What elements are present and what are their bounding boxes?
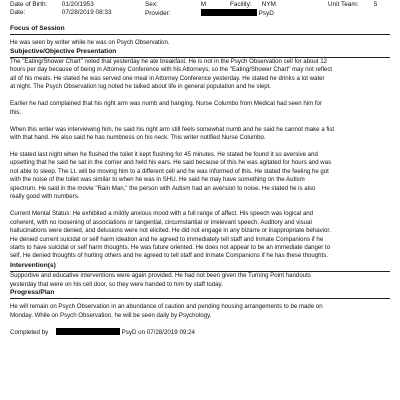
blank-line	[10, 202, 390, 210]
text-line: yesterday that were on his cell door, so they were handed to him by staff today.	[10, 280, 223, 288]
text-line: upsetting that he said he sat in the corner and held his ears. He said because of this he was agitated for hours and was	[10, 159, 332, 167]
section-body-subjective-objective	[10, 58, 390, 261]
text-line: Monday. While on Psych Observation, he will be seen daily by Psychology.	[10, 311, 212, 319]
text-line: The "Eating/Shower Chart" noted that yesterday he ate breakfast. He is not in the Psych Observation cell for about 12	[10, 58, 327, 65]
provider-label: Provider:	[145, 10, 171, 17]
facility-label: Facility:	[230, 1, 252, 8]
sex-value: M	[200, 1, 207, 8]
dob-value: 01/20/1953	[61, 1, 94, 8]
text-line: starts to have suicidal or self harm thoughts. He was future oriented. He does not appear to be an immediate danger to	[10, 243, 331, 251]
signature-suffix: PsyD on 07/28/2019 09:24	[121, 329, 195, 336]
text-line: hours per day because of being in Attorney Conference with his Attorneys, so the "Eating/Shower Chart" may not reflect	[10, 66, 333, 74]
text-line: this.	[10, 108, 22, 116]
sex-label: Sex:	[145, 1, 158, 8]
text-line: He was seen by writer while he was on Psych Observation.	[10, 39, 170, 46]
text-line: He denied current suicidal or self harm ideation and he agreed to immediately tell staff and Inmate Companions if he	[10, 235, 324, 243]
blank-line	[10, 92, 390, 100]
section-heading-progress-plan: Progress/Plan	[10, 289, 390, 299]
text-line: all of his meals. He stated he was served one meal in Attorney Conference yesterday. He stated he drinks a lot water	[10, 74, 325, 82]
facility-value: NYM	[261, 1, 276, 8]
unit-team-label: Unit Team:	[328, 1, 359, 8]
dob-label: Date of Birth:	[10, 1, 48, 8]
provider-name-redaction	[201, 9, 257, 16]
section-body-focus	[10, 39, 390, 48]
completed-by-label: Completed by	[10, 329, 49, 336]
completed-by-line	[10, 328, 195, 337]
sex-row	[145, 1, 206, 9]
text-line: Current Mental Status: He exhibited a mildly anxious mood with a full range of affect. His speech was logical and	[10, 210, 314, 218]
text-line: Earlier he had complained that his right arm was numb and hanging. Nurse Columbo from Medical had seen him for	[10, 100, 322, 108]
date-value: 07/28/2019 08:33	[61, 9, 112, 16]
section-heading-subjective-objective: Subjective/Objective Presentation	[10, 48, 390, 58]
text-line: spectrum. He said in the movie "Rain Man," the person with Autism had an aversion to noise. He stated he is also	[10, 184, 316, 192]
date-row	[10, 9, 112, 17]
blank-line	[10, 143, 390, 151]
section-heading-focus: Focus of Session	[10, 25, 390, 35]
text-line: coherent, with no loosening of associations or tangential, circumstantial or irrelevant speech. Auditory and visual	[10, 218, 312, 226]
text-line: hallucinations were denied, and delusions were not elicited. He did not engage in any bizarre or inappropriate behavior.	[10, 227, 331, 235]
unit-team-value: 5	[373, 1, 378, 8]
provider-row	[145, 9, 274, 18]
text-line: at night. The Psych Observation log noted he talked about life in general population and he slept.	[10, 83, 272, 91]
dob-row	[10, 1, 94, 9]
signer-name-redaction	[56, 328, 120, 335]
text-line: He will remain on Psych Observation in an abundance of caution and pending housing arrangements to be made on	[10, 303, 323, 310]
facility-row	[230, 1, 276, 9]
text-line: not able to sleep. The Lt. will be moving him to a different cell and he was informed of this. He stated the feeling he got	[10, 167, 329, 175]
section-body-interventions	[10, 272, 390, 289]
text-line: with the noise of the toilet was similar to when he was in SHU. He said he may have something on the Autism	[10, 176, 305, 184]
date-label: Date:	[10, 9, 26, 16]
section-body-progress-plan	[10, 303, 390, 320]
section-heading-interventions: Intervention(s)	[10, 262, 390, 272]
text-line: He stated last night when he flushed the toilet it kept flushing for 45 minutes. He stated he found it so aversive and	[10, 150, 318, 158]
unit-team-row	[328, 1, 377, 9]
text-line: really good with numbers.	[10, 193, 80, 201]
text-line: with that hand. He also said he has numbness on his neck. This writer notified Nurse Columbo.	[10, 134, 266, 142]
provider-suffix: PsyD	[258, 10, 274, 17]
text-line: self. He denied thoughts of hurting others and he agreed to tell staff and Inmate Companions if he has these thoughts.	[10, 252, 328, 260]
text-line: When this writer was interviewing him, he said his right arm still feels somewhat numb and he said he cannot make a fist	[10, 125, 335, 133]
blank-line	[10, 117, 390, 125]
text-line: Supportive and educative interventions were again provided. He had not been given the Turning Point handouts	[10, 272, 311, 279]
